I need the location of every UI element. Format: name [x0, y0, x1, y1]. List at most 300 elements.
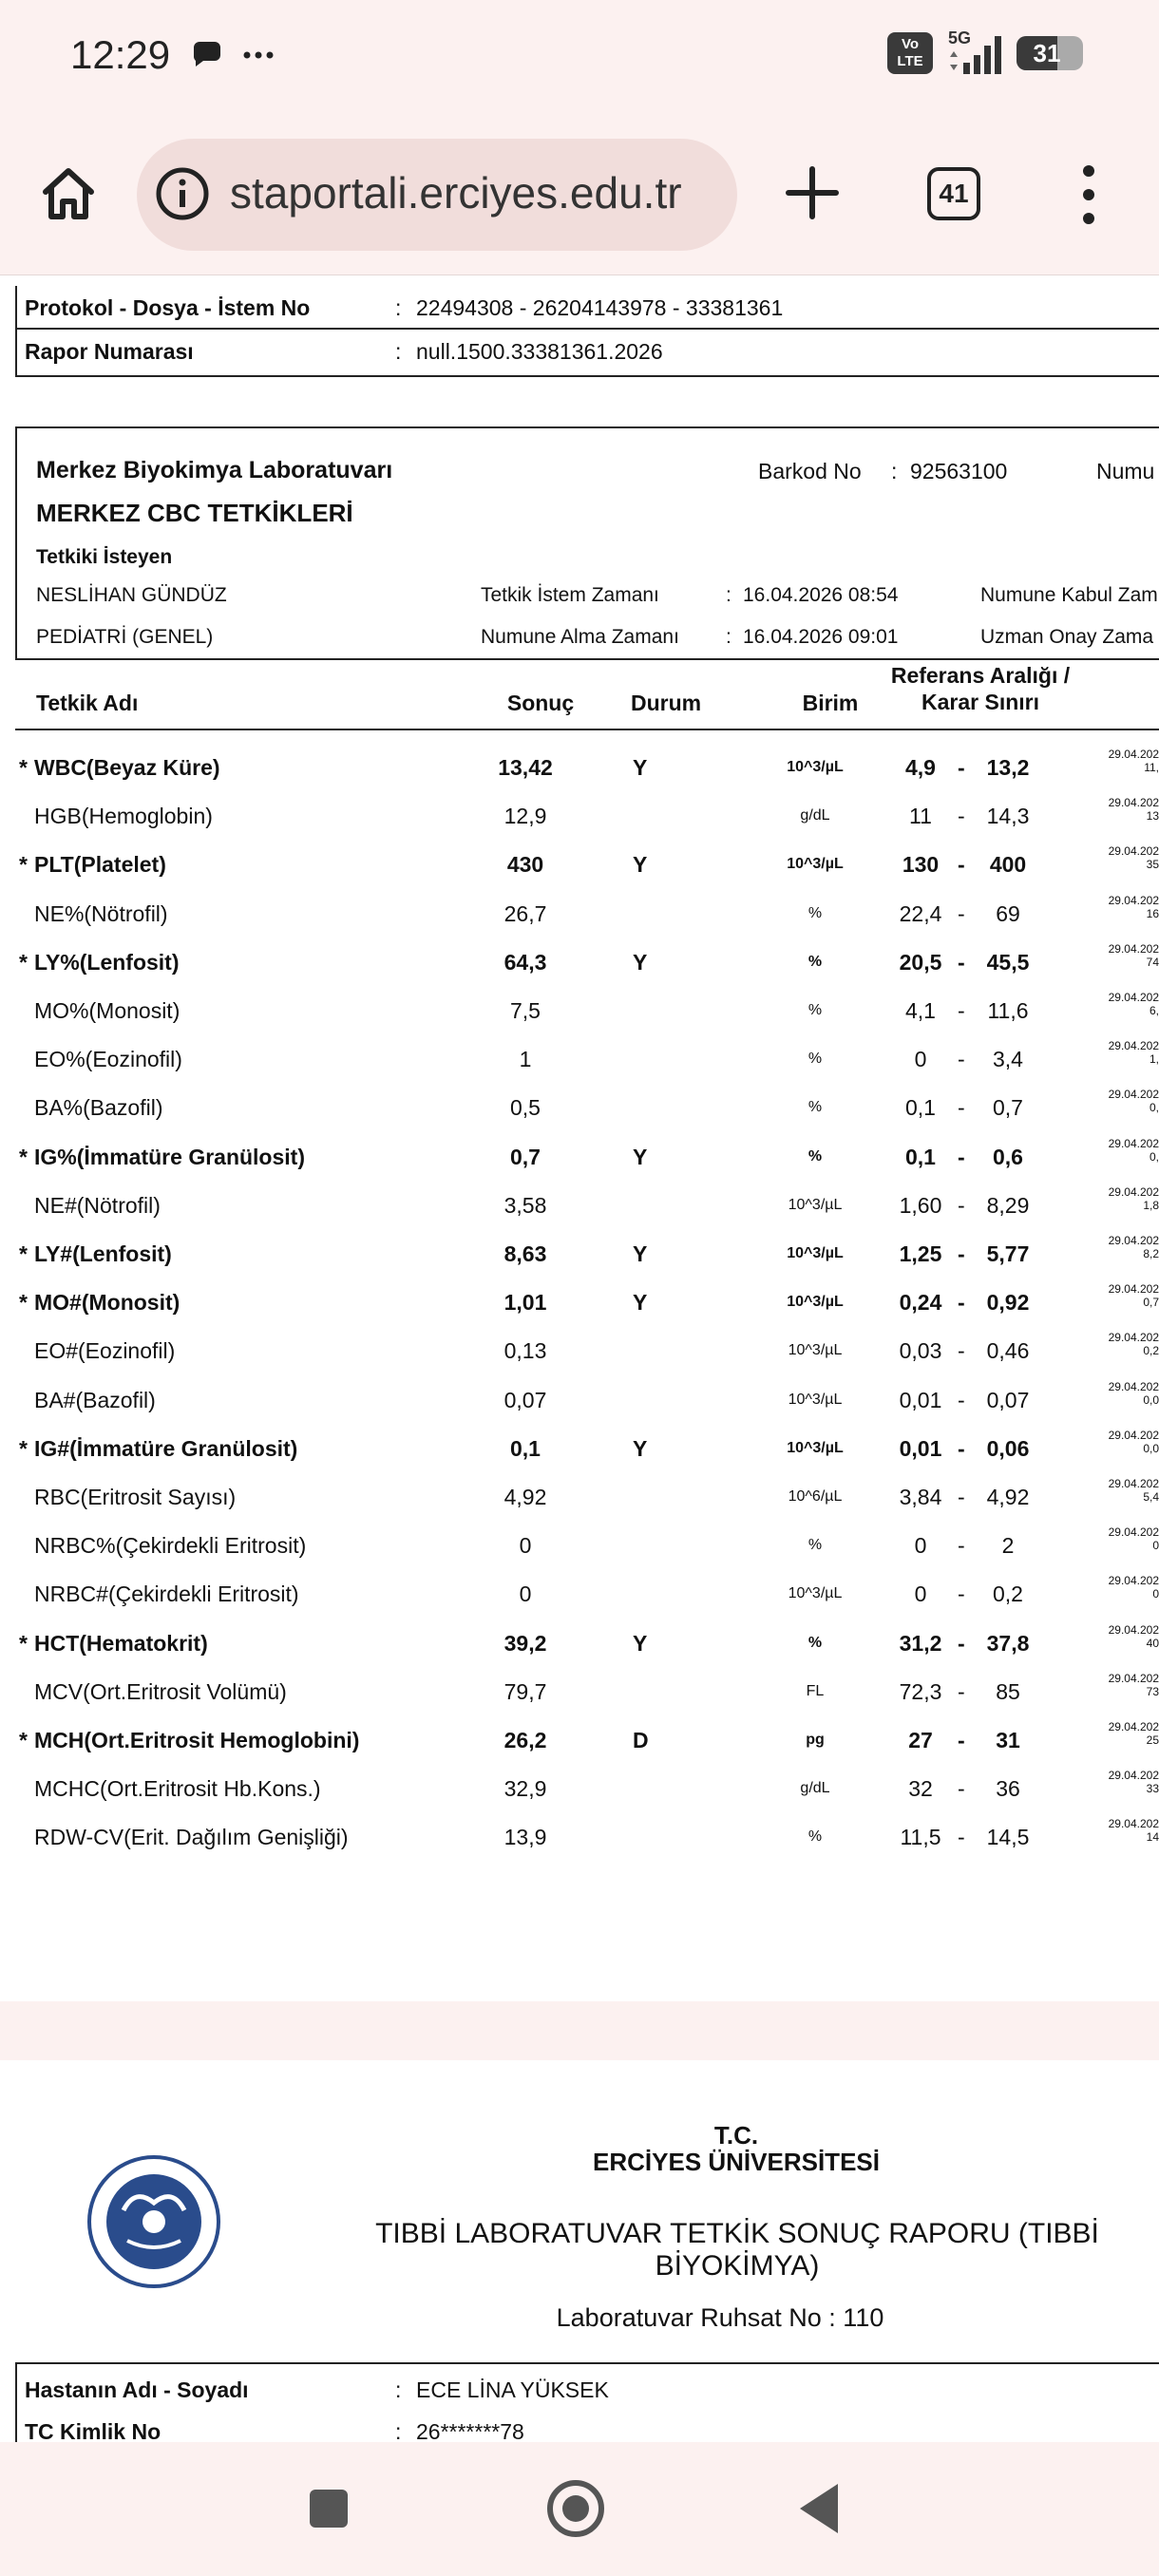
history-value [1104, 942, 1159, 969]
status-flag: Y [633, 1241, 648, 1266]
request-time-label: Tetkik İstem Zamanı [481, 584, 659, 606]
status-flag: D [633, 1728, 649, 1752]
history-result: 0,0 [1143, 1392, 1159, 1407]
test-name: MCHC(Ort.Eritrosit Hb.Kons.) [34, 1776, 321, 1802]
reference-high: 69 [996, 900, 1020, 926]
system-nav-bar [0, 2442, 1159, 2576]
table-row [0, 1429, 1159, 1477]
test-name: IG#(İmmatüre Granülosit) [34, 1435, 298, 1461]
status-flag: Y [633, 1630, 648, 1656]
results-table-header [15, 660, 1159, 730]
unit: % [808, 1537, 823, 1554]
reference-high: 0,92 [986, 1290, 1030, 1316]
reference-high: 400 [989, 852, 1027, 878]
reference-dash: - [958, 998, 965, 1023]
history-date: 29.04.202 [1108, 991, 1159, 1004]
reference-high: 0,07 [986, 1387, 1030, 1412]
status-flag: Y [633, 1144, 648, 1169]
separator: : [395, 339, 402, 364]
report-title: TIBBİ LABORATUVAR TETKİK SONUÇ RAPORU (TIBBİ BİYOKİMYA) [375, 2218, 1099, 2282]
unit: % [808, 1634, 823, 1651]
history-result: 0,7 [1143, 1296, 1159, 1310]
reference-high: 45,5 [986, 949, 1030, 975]
history-result: 40 [1146, 1636, 1159, 1650]
reference-dash: - [958, 804, 965, 829]
reference-low: 72,3 [899, 1678, 942, 1704]
star: * [19, 949, 28, 975]
unit: g/dL [800, 807, 830, 824]
result-value: 0,1 [510, 1435, 541, 1461]
history-value [1104, 1282, 1159, 1309]
test-name: IG%(İmmatüre Granülosit) [34, 1144, 305, 1169]
reference-low: 0,24 [899, 1290, 942, 1316]
result-value: 0,13 [504, 1338, 547, 1364]
history-result: 0, [1149, 1149, 1159, 1164]
history-result: 13 [1146, 809, 1159, 824]
test-name: NE%(Nötrofil) [34, 900, 168, 926]
separator: : [726, 626, 732, 648]
history-result: 16 [1146, 906, 1159, 920]
reference-high: 31 [996, 1728, 1020, 1752]
history-result: 25 [1146, 1733, 1159, 1747]
reference-high: 8,29 [986, 1192, 1030, 1218]
reference-high: 5,77 [986, 1241, 1030, 1266]
reference-high: 0,6 [993, 1144, 1023, 1169]
reference-dash: - [958, 1435, 965, 1461]
header-test-name: Tetkik Adı [36, 691, 139, 715]
requester-title: Tetkiki İsteyen [36, 546, 173, 568]
history-result: 0 [1152, 1539, 1159, 1553]
history-result: 1,8 [1143, 1198, 1159, 1212]
history-date: 29.04.202 [1108, 1769, 1159, 1783]
sample-time: 16.04.2026 09:01 [743, 626, 899, 648]
history-result: 73 [1146, 1684, 1159, 1698]
patient-name-label: Hastanın Adı - Soyadı [25, 2377, 249, 2402]
test-name: NRBC#(Çekirdekli Eritrosit) [34, 1582, 299, 1607]
reference-low: 27 [908, 1728, 933, 1752]
table-row [0, 942, 1159, 991]
table-row [0, 894, 1159, 942]
browser-toolbar [0, 114, 1159, 275]
history-date: 29.04.202 [1108, 1671, 1159, 1685]
history-date: 29.04.202 [1108, 1720, 1159, 1733]
separator: : [395, 2377, 402, 2402]
request-time: 16.04.2026 08:54 [743, 584, 899, 606]
reference-low: 0,1 [905, 1095, 936, 1121]
header-reference: Referans Aralığı / Karar Sınırı [890, 663, 1071, 714]
reference-high: 13,2 [986, 755, 1030, 780]
history-date: 29.04.202 [1108, 1477, 1159, 1490]
unit: 10^3/µL [787, 759, 844, 775]
reference-low: 32 [908, 1776, 933, 1802]
result-value: 32,9 [504, 1776, 547, 1802]
address-bar[interactable] [137, 139, 737, 251]
history-result: 0, [1149, 1101, 1159, 1115]
history-date: 29.04.202 [1108, 1234, 1159, 1247]
test-name: NRBC%(Çekirdekli Eritrosit) [34, 1533, 307, 1559]
barcode-label: Barkod No [758, 459, 862, 483]
reference-dash: - [958, 1678, 965, 1704]
tab-switcher-button[interactable]: 41 [927, 167, 980, 220]
recent-apps-button[interactable] [310, 2490, 348, 2528]
history-result: 33 [1146, 1782, 1159, 1796]
reference-low: 130 [902, 852, 940, 878]
reference-low: 0,01 [899, 1435, 942, 1461]
reference-dash: - [958, 900, 965, 926]
table-row [0, 1574, 1159, 1622]
history-value [1104, 1525, 1159, 1552]
page-break [0, 2001, 1159, 2060]
home-button[interactable] [547, 2480, 604, 2537]
status-bar [0, 0, 1159, 114]
history-result: 14 [1146, 1830, 1159, 1845]
table-row [0, 991, 1159, 1039]
history-result: 1, [1149, 1052, 1159, 1067]
tc-title: T.C. [713, 2121, 759, 2150]
star: * [19, 852, 28, 878]
history-value [1104, 1088, 1159, 1114]
reference-low: 0 [914, 1533, 927, 1559]
unit: 10^3/µL [787, 1439, 844, 1456]
table-row [0, 1672, 1159, 1720]
unit: 10^3/µL [788, 1342, 843, 1359]
university-title: ERCİYES ÜNİVERSİTESİ [593, 2148, 880, 2176]
lab-name: Merkez Biyokimya Laboratuvarı [36, 457, 393, 483]
url-text[interactable]: staportali.erciyes.edu.tr [230, 168, 682, 218]
test-name: RDW-CV(Erit. Dağılım Genişliği) [34, 1825, 349, 1850]
reference-low: 0,1 [905, 1144, 936, 1169]
site-info-icon[interactable] [154, 165, 211, 222]
history-result: 35 [1146, 858, 1159, 872]
history-value [1104, 1429, 1159, 1455]
reference-high: 85 [996, 1678, 1020, 1704]
table-row [0, 1282, 1159, 1331]
doctor-name: NESLİHAN GÜNDÜZ [36, 584, 227, 606]
test-name: LY%(Lenfosit) [34, 949, 180, 975]
history-value [1104, 1137, 1159, 1164]
test-group-title: MERKEZ CBC TETKİKLERİ [36, 499, 353, 527]
reference-high: 3,4 [993, 1047, 1023, 1072]
reference-dash: - [958, 1728, 965, 1752]
test-name: MO%(Monosit) [34, 998, 180, 1023]
unit: % [808, 1828, 823, 1846]
history-value [1104, 1185, 1159, 1212]
reference-high: 2 [1001, 1533, 1015, 1559]
protocol-row [17, 286, 1159, 330]
unit: FL [806, 1682, 825, 1699]
reference-dash: - [958, 1338, 965, 1364]
table-row [0, 844, 1159, 893]
more-menu-icon[interactable] [1070, 161, 1108, 228]
test-name: MCH(Ort.Eritrosit Hemoglobini) [34, 1728, 360, 1752]
history-date: 29.04.202 [1108, 1282, 1159, 1297]
table-row [0, 1623, 1159, 1672]
reference-high: 0,7 [993, 1095, 1023, 1121]
reference-dash: - [958, 1192, 965, 1218]
history-value [1104, 796, 1159, 823]
protocol-value: 22494308 - 26204143978 - 33381361 [416, 295, 784, 320]
history-value [1104, 1331, 1159, 1357]
reference-dash: - [958, 852, 965, 878]
header-result: Sonuç [506, 691, 575, 715]
test-name: BA#(Bazofil) [34, 1387, 156, 1412]
reference-dash: - [958, 1533, 965, 1559]
table-row [0, 1769, 1159, 1817]
reference-dash: - [958, 1630, 965, 1656]
report-number-label: Rapor Numarası [25, 339, 194, 364]
unit: pg [806, 1732, 825, 1748]
status-right-icons [887, 28, 1083, 78]
history-date: 29.04.202 [1108, 844, 1159, 859]
table-row [0, 1817, 1159, 1866]
status-flag: Y [633, 755, 648, 780]
reference-low: 20,5 [899, 949, 942, 975]
status-flag: Y [633, 1435, 648, 1461]
reference-low: 22,4 [899, 900, 942, 926]
reference-low: 0,03 [899, 1338, 942, 1364]
reference-high: 0,06 [986, 1435, 1030, 1461]
history-value [1104, 1477, 1159, 1504]
star: * [19, 1728, 28, 1752]
reference-high: 0,46 [986, 1338, 1030, 1364]
history-date: 29.04.202 [1108, 941, 1159, 956]
table-row [0, 1331, 1159, 1379]
status-time: 12:29 [70, 32, 171, 77]
history-value [1104, 1623, 1159, 1650]
history-result: 0,2 [1143, 1344, 1159, 1358]
reference-low: 11 [909, 804, 932, 829]
battery-level: 31 [1033, 39, 1061, 67]
reference-low: 31,2 [899, 1630, 942, 1656]
reference-high: 14,3 [986, 804, 1030, 829]
report-page-2 [0, 2060, 1159, 2442]
table-row [0, 796, 1159, 844]
header-status: Durum [631, 691, 702, 715]
unit: 10^3/µL [787, 856, 844, 873]
unit: g/dL [800, 1780, 830, 1797]
reference-dash: - [958, 755, 965, 780]
table-row [0, 1088, 1159, 1136]
history-date: 29.04.202 [1108, 796, 1159, 810]
reference-low: 1,25 [899, 1241, 942, 1266]
history-result: 11, [1144, 761, 1159, 774]
tc-id-value: 26*******78 [416, 2419, 524, 2442]
table-row [0, 748, 1159, 796]
table-row [0, 1720, 1159, 1769]
test-name: BA%(Bazofil) [34, 1095, 163, 1121]
reference-low: 0 [914, 1582, 927, 1607]
result-value: 12,9 [504, 804, 547, 829]
history-value [1104, 1039, 1159, 1066]
reference-low: 3,84 [899, 1485, 942, 1509]
new-tab-icon[interactable] [781, 161, 844, 224]
result-value: 0,7 [510, 1144, 541, 1169]
report-header-box [15, 286, 1159, 377]
separator: : [726, 584, 732, 606]
history-date: 29.04.202 [1108, 1379, 1159, 1393]
unit: % [808, 1051, 823, 1068]
reference-high: 11,6 [987, 998, 1029, 1023]
reference-dash: - [958, 1387, 965, 1412]
history-value [1104, 991, 1159, 1017]
university-logo-icon [86, 2153, 222, 2290]
test-name: RBC(Eritrosit Sayısı) [34, 1485, 237, 1509]
unit: 10^3/µL [787, 1245, 844, 1261]
history-result: 8,2 [1143, 1247, 1159, 1260]
history-date: 29.04.202 [1108, 1184, 1159, 1199]
chat-bubble-icon [190, 36, 294, 74]
reference-low: 11,5 [900, 1825, 941, 1850]
back-button[interactable] [800, 2484, 838, 2533]
separator: : [891, 459, 898, 483]
star: * [19, 1241, 28, 1266]
sample-label: Numu [1096, 459, 1155, 483]
history-result: 5,4 [1143, 1490, 1159, 1504]
unit: 10^6/µL [788, 1488, 843, 1505]
history-date: 29.04.202 [1108, 1088, 1159, 1102]
test-name: WBC(Beyaz Küre) [34, 755, 220, 780]
reference-dash: - [958, 1825, 965, 1850]
report-number-row [17, 330, 1159, 373]
reference-low: 4,9 [905, 755, 936, 780]
result-value: 0 [519, 1582, 532, 1607]
reference-dash: - [958, 1290, 965, 1316]
reference-dash: - [958, 1485, 965, 1509]
history-date: 29.04.202 [1108, 1331, 1159, 1345]
result-value: 1,01 [504, 1290, 547, 1316]
result-value: 0,5 [510, 1095, 541, 1121]
reference-low: 0,01 [899, 1387, 942, 1412]
table-row [0, 1234, 1159, 1282]
result-value: 3,58 [504, 1192, 547, 1218]
status-flag: Y [633, 852, 648, 878]
status-flag: Y [633, 949, 648, 975]
unit: % [808, 1147, 823, 1165]
history-date: 29.04.202 [1108, 1136, 1159, 1150]
result-value: 430 [506, 852, 544, 878]
reference-dash: - [958, 1047, 965, 1072]
star: * [19, 1630, 28, 1656]
reference-dash: - [958, 949, 965, 975]
protocol-label: Protokol - Dosya - İstem No [25, 295, 311, 320]
result-value: 0 [519, 1533, 532, 1559]
history-date: 29.04.202 [1108, 748, 1159, 761]
report-document [0, 276, 1159, 2442]
signal-icon [946, 28, 1003, 78]
test-name: MCV(Ort.Eritrosit Volümü) [34, 1678, 287, 1704]
test-name: LY#(Lenfosit) [34, 1241, 172, 1266]
star: * [19, 1435, 28, 1461]
history-date: 29.04.202 [1108, 1622, 1159, 1637]
tc-id-label: TC Kimlik No [25, 2419, 162, 2442]
license-number: Laboratuvar Ruhsat No : 110 [556, 2303, 884, 2332]
star: * [19, 755, 28, 780]
header-unit: Birim [802, 691, 859, 715]
result-value: 0,07 [504, 1387, 547, 1412]
reference-dash: - [958, 1776, 965, 1802]
test-name: NE#(Nötrofil) [34, 1192, 161, 1218]
result-value: 8,63 [504, 1241, 547, 1266]
history-value [1104, 1574, 1159, 1601]
result-value: 39,2 [504, 1630, 547, 1656]
unit: 10^3/µL [787, 1294, 844, 1311]
unit: 10^3/µL [788, 1391, 843, 1408]
unit: % [808, 953, 823, 970]
table-row [0, 1185, 1159, 1234]
history-value [1104, 1672, 1159, 1698]
barcode-value: 92563100 [910, 459, 1008, 483]
result-value: 7,5 [510, 998, 541, 1023]
test-name: HGB(Hemoglobin) [34, 804, 213, 829]
history-result: 74 [1146, 955, 1159, 969]
battery-icon [1016, 36, 1083, 70]
result-value: 26,2 [504, 1728, 547, 1752]
history-date: 29.04.202 [1108, 1428, 1159, 1442]
history-value [1104, 1769, 1159, 1795]
result-value: 13,9 [504, 1825, 547, 1850]
result-value: 4,92 [504, 1485, 547, 1509]
result-value: 79,7 [504, 1678, 547, 1704]
test-name: HCT(Hematokrit) [34, 1630, 208, 1656]
result-value: 13,42 [498, 755, 553, 780]
history-value [1104, 894, 1159, 920]
test-name: EO%(Eozinofil) [34, 1047, 182, 1072]
accept-time-label: Numune Kabul Zam [980, 584, 1158, 606]
lab-info-box [15, 426, 1159, 660]
history-result: 6, [1149, 1004, 1159, 1017]
reference-low: 1,60 [899, 1192, 942, 1218]
reference-low: 4,1 [905, 998, 936, 1023]
patient-name: ECE LİNA YÜKSEK [416, 2377, 609, 2402]
network-type: 5G [948, 28, 972, 47]
test-name: EO#(Eozinofil) [34, 1338, 176, 1364]
star: * [19, 1290, 28, 1316]
patient-info-box [15, 2362, 1159, 2442]
history-date: 29.04.202 [1108, 1039, 1159, 1053]
unit: % [808, 904, 823, 921]
status-notification-icons [190, 36, 294, 79]
star: * [19, 1144, 28, 1169]
home-icon[interactable] [38, 163, 99, 224]
separator: : [395, 295, 402, 320]
history-value [1104, 844, 1159, 871]
test-name: PLT(Platelet) [34, 852, 166, 878]
reference-dash: - [958, 1582, 965, 1607]
history-value [1104, 1720, 1159, 1747]
result-value: 64,3 [504, 949, 547, 975]
table-row [0, 1477, 1159, 1525]
history-value [1104, 1380, 1159, 1407]
reference-dash: - [958, 1095, 965, 1121]
reference-high: 4,92 [986, 1485, 1030, 1509]
unit: 10^3/µL [788, 1585, 843, 1602]
history-date: 29.04.202 [1108, 1817, 1159, 1831]
department: PEDİATRİ (GENEL) [36, 626, 214, 648]
reference-high: 37,8 [986, 1630, 1030, 1656]
sample-time-label: Numune Alma Zamanı [481, 626, 679, 648]
unit: % [808, 1099, 823, 1116]
table-row [0, 1137, 1159, 1185]
test-name: MO#(Monosit) [34, 1290, 180, 1316]
result-value: 1 [519, 1047, 532, 1072]
reference-high: 14,5 [986, 1825, 1030, 1850]
history-value [1104, 748, 1159, 774]
history-result: 0 [1152, 1587, 1159, 1601]
reference-high: 0,2 [993, 1582, 1023, 1607]
table-row [0, 1039, 1159, 1088]
reference-dash: - [958, 1144, 965, 1169]
unit: % [808, 1002, 823, 1018]
